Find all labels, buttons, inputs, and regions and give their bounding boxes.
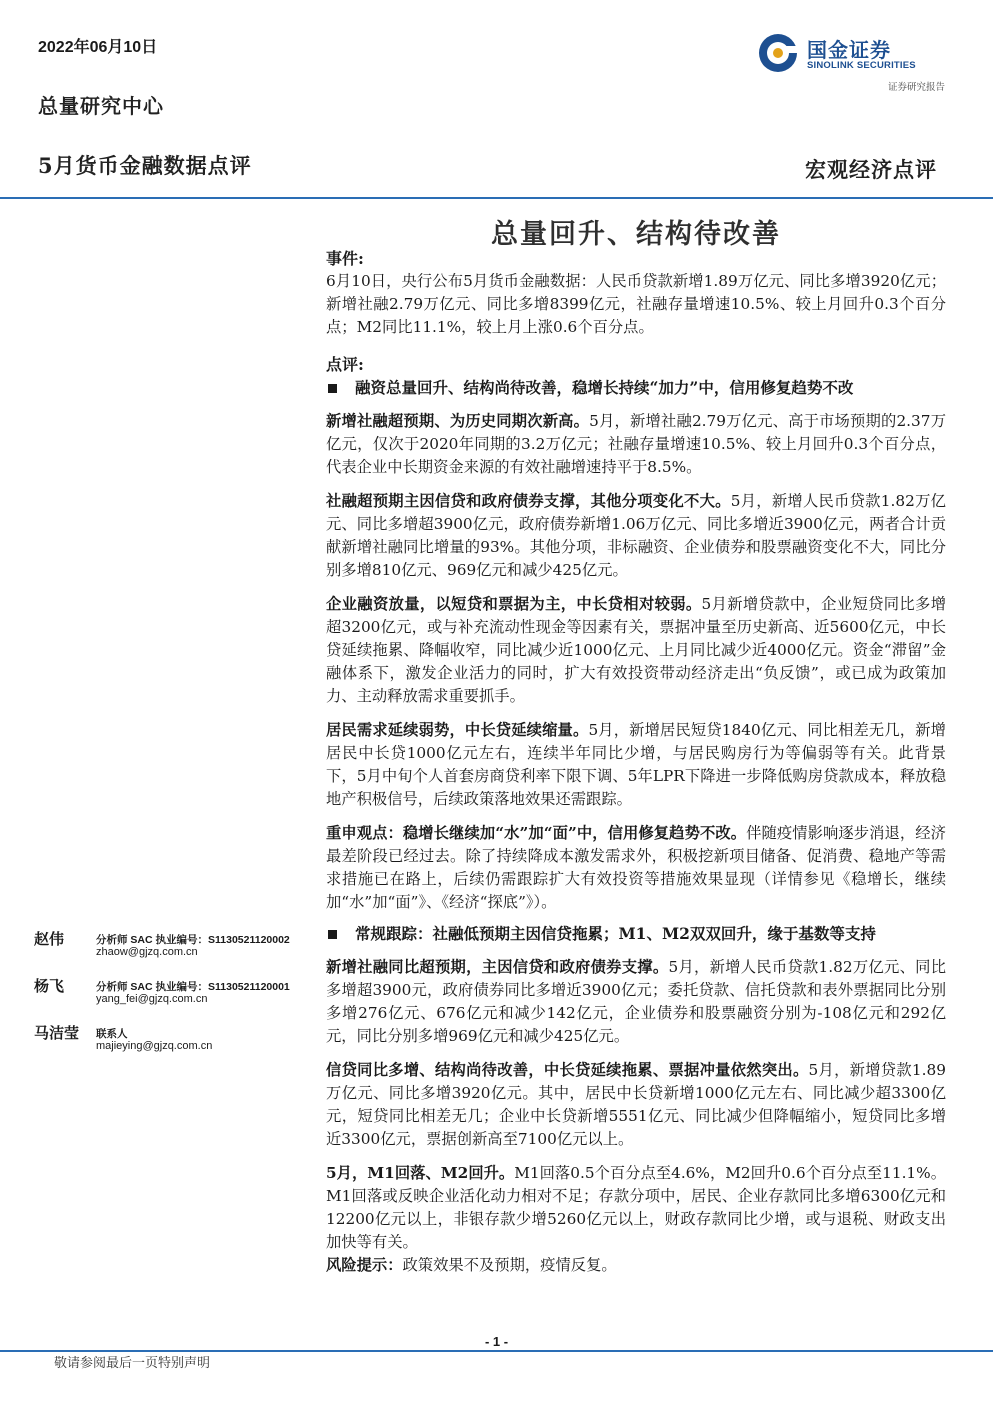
paragraph-lead: 居民需求延续弱势，中长贷延续缩量。 [326,721,589,739]
research-center: 总量研究中心 [38,94,164,118]
analyst-name: 马洁莹 [34,1024,80,1042]
paragraph [326,410,946,479]
report-title: 5月货币金融数据点评 [38,153,252,178]
risk-note [326,1254,946,1277]
paragraph [326,822,946,914]
analyst-email[interactable]: zhaow@gjzq.com.cn [96,946,198,958]
event-text: 6月10日，央行公布5月货币金融数据：人民币贷款新增1.89万亿元、同比多增3920亿元；新增社融2.79万亿元、同比多增8399亿元，社融存量增速10.5%、较上月回升0.3个百分点；M2同比11.1%，较上月上涨0.6个百分点。 [326,272,946,336]
section-heading-2-text: 常规跟踪：社融低预期主因信贷拖累；M1、M2双双回升，缘于基数等支持 [355,924,876,943]
paragraph-lead: 重申观点：稳增长继续加“水”加“面”中，信用修复趋势不改。 [326,824,747,842]
paragraph-body: 5月，新增人民币贷款1.82万亿元、同比多增超3900元，政府债券同比多增近3900亿元；委托贷款、信托贷款和表外票据同比分别多增276亿元、676亿元和减少142亿元，企业债券和股票融资分别为-108亿元和292亿元，同比分别多增969亿元和减少425亿元。 [326,958,946,1045]
comment-label: 点评: [326,355,364,374]
paragraph [326,1162,946,1254]
headline: 总量回升、结构待改善 [491,219,781,250]
logo-name-en: SINOLINK SECURITIES [807,60,916,71]
section-heading-1-text: 融资总量回升、结构尚待改善，稳增长持续“加力”中，信用修复趋势不改 [355,378,854,397]
paragraph [326,593,946,708]
risk-text: 政策效果不及预期，疫情反复。 [402,1256,617,1274]
paragraph-body: 5月，新增贷款1.89万亿元、同比多增3920亿元。其中，居民中长贷新增1000亿元左右、同比减少超3300亿元，短贷同比相差无几；企业中长贷新增5551亿元、同比减少但降幅缩小，短贷同比多增近3300亿元，票据创新高至7100亿元以上。 [326,1061,946,1148]
main-content [326,247,946,1277]
paragraph-lead: 新增社融同比超预期，主因信贷和政府债券支撑。 [326,958,669,976]
paragraph-body: 5月，新增人民币贷款1.82万亿元、同比多增超3900亿元，政府债券新增1.06万亿元、同比多增近3900亿元，两者合计贡献新增社融同比增量的93%。其他分项，非标融资、企业债券和股票融资变化不大，同比分别多增810亿元、969亿元和减少425亿元。 [326,492,946,579]
report-tag: 证券研究报告 [887,82,945,93]
paragraph-lead: 企业融资放量，以短贷和票据为主，中长贷相对较弱。 [326,595,702,613]
analyst-name: 赵伟 [34,930,65,948]
analyst-email[interactable]: majieying@gjzq.com.cn [96,1040,213,1052]
paragraph-lead: 信贷同比多增、结构尚待改善，中长贷延续拖累、票据冲量依然突出。 [326,1061,809,1079]
analyst-role: 分析师 SAC 执业编号：S1130521120002 [96,934,290,946]
square-bullet-icon [328,930,337,939]
logo-name-cn: 国金证券 [807,40,891,62]
analyst-role: 联系人 [96,1028,128,1040]
paragraph [326,1059,946,1151]
paragraph [326,719,946,811]
paragraph [326,490,946,582]
paragraph-body: 5月，新增居民短贷1840亿元、同比相差无几，新增居民中长贷1000亿元左右，连续半年同比少增，与居民购房行为等偏弱等有关。此背景下，5月中旬个人首套房商贷利率下限下调、5年LPR下降进一步降低购房贷款成本，释放稳地产积极信号，后续政策落地效果还需跟踪。 [326,721,946,808]
square-bullet-icon [328,384,337,393]
analyst-name: 杨飞 [34,977,65,995]
logo-mark-icon [757,32,799,74]
disclaimer-note: 敬请参阅最后一页特别声明 [54,1356,211,1371]
paragraph-lead: 新增社融超预期、为历史同期次新高。 [326,412,590,430]
report-date: 2022年06月10日 [38,39,158,56]
event-label: 事件: [326,249,364,268]
analyst-role: 分析师 SAC 执业编号：S1130521120001 [96,981,290,993]
report-type: 宏观经济点评 [805,157,937,182]
paragraph-body: 伴随疫情影响逐步消退，经济最差阶段已经过去。除了持续降成本激发需求外，积极挖新项目储备、促消费、稳地产等需求措施已在路上，后续仍需跟踪扩大有效投资等措施效果显现（详情参见《稳增长，继续加“水”加“面”》、《经济“探底”》）。 [326,824,946,911]
paragraph-body: 5月新增贷款中，企业短贷同比多增超3200亿元，或与补充流动性现金等因素有关，票据冲量至历史新高、近5600亿元，中长贷延续拖累、降幅收窄，同比减少近1000亿元、上月同比减少近4000亿元。资金“滞留”金融体系下，激发企业活力的同时，扩大有效投资带动经济走出“负反馈”，或已成为政策加力、主动释放需求重要抓手。 [326,595,946,705]
header-divider [0,197,993,199]
section-heading-1 [326,376,946,399]
analyst-email[interactable]: yang_fei@gjzq.com.cn [96,993,208,1005]
risk-label: 风险提示： [326,1256,403,1274]
page-number: - 1 - [484,1334,509,1349]
company-logo [757,32,945,76]
paragraph-body: M1回落0.5个百分点至4.6%，M2回升0.6个百分点至11.1%。M1回落或反映企业活化动力相对不足；存款分项中，居民、企业存款同比多增6300亿元和12200亿元以上，非银存款少增5260亿元以上，财政存款同比少增，或与退税、财政支出加快等有关。 [326,1164,946,1251]
paragraph-lead: 社融超预期主因信贷和政府债券支撑，其他分项变化不大。 [326,492,731,510]
paragraph-lead: 5月，M1回落、M2回升。 [326,1164,515,1182]
section-heading-2 [326,922,946,945]
paragraph [326,956,946,1048]
paragraph-body: 5月，新增社融2.79万亿元、高于市场预期的2.37万亿元，仅次于2020年同期的3.2万亿元；社融存量增速10.5%、较上月回升0.3个百分点，代表企业中长期资金来源的有效社融增速持平于8.5%。 [326,412,946,476]
